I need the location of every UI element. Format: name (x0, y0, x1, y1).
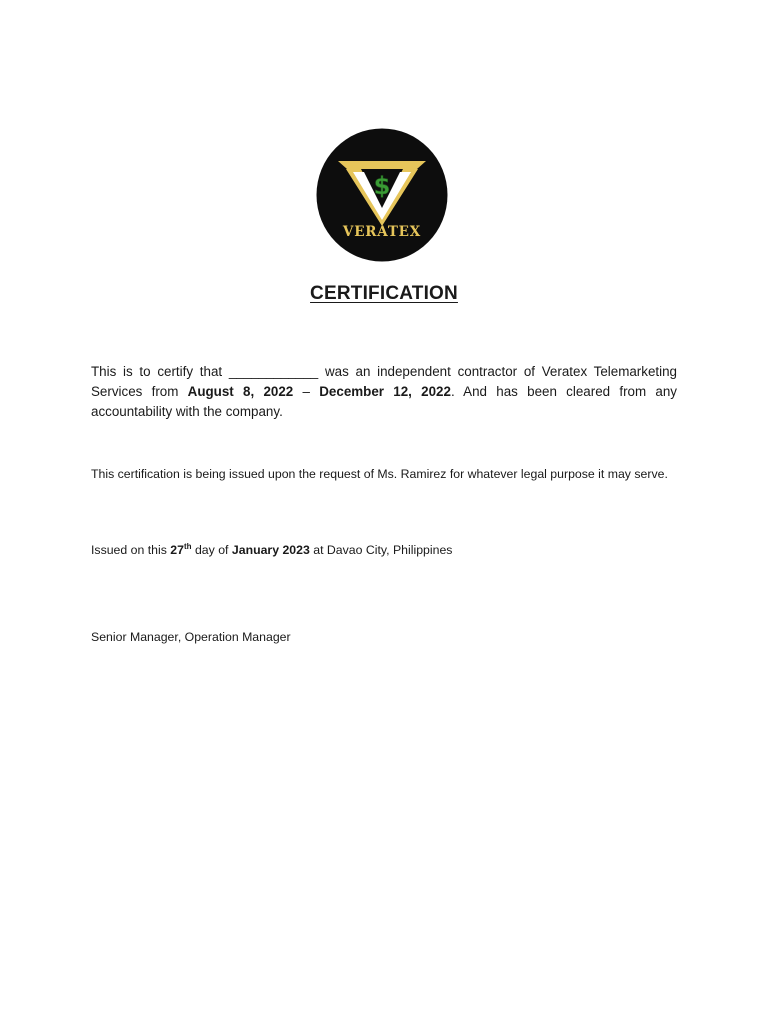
purpose-paragraph: This certification is being issued upon the request of Ms. Ramirez for whatever legal purpose it may serve. (91, 467, 668, 481)
certification-paragraph: This is to certify that ____________ was an independent contractor of Veratex Telemarketing Services from August 8, 2022 – December 12, 2022. And has been cleared from any accountability with the company. (91, 364, 677, 419)
name-blank: ____________ (228, 364, 319, 379)
veratex-logo (316, 128, 448, 262)
logo-wordmark: VERATEX (342, 224, 422, 240)
date-from: August 8, 2022 (187, 384, 294, 399)
signatory-title: Senior Manager, Operation Manager (91, 630, 291, 644)
date-to: December 12, 2022 (319, 384, 451, 399)
document-title: CERTIFICATION (310, 283, 458, 304)
logo-gold-bar (338, 161, 426, 169)
issued-line: Issued on this 27th day of January 2023 at Davao City, Philippines (91, 542, 453, 557)
dollar-icon: $ (373, 172, 391, 200)
